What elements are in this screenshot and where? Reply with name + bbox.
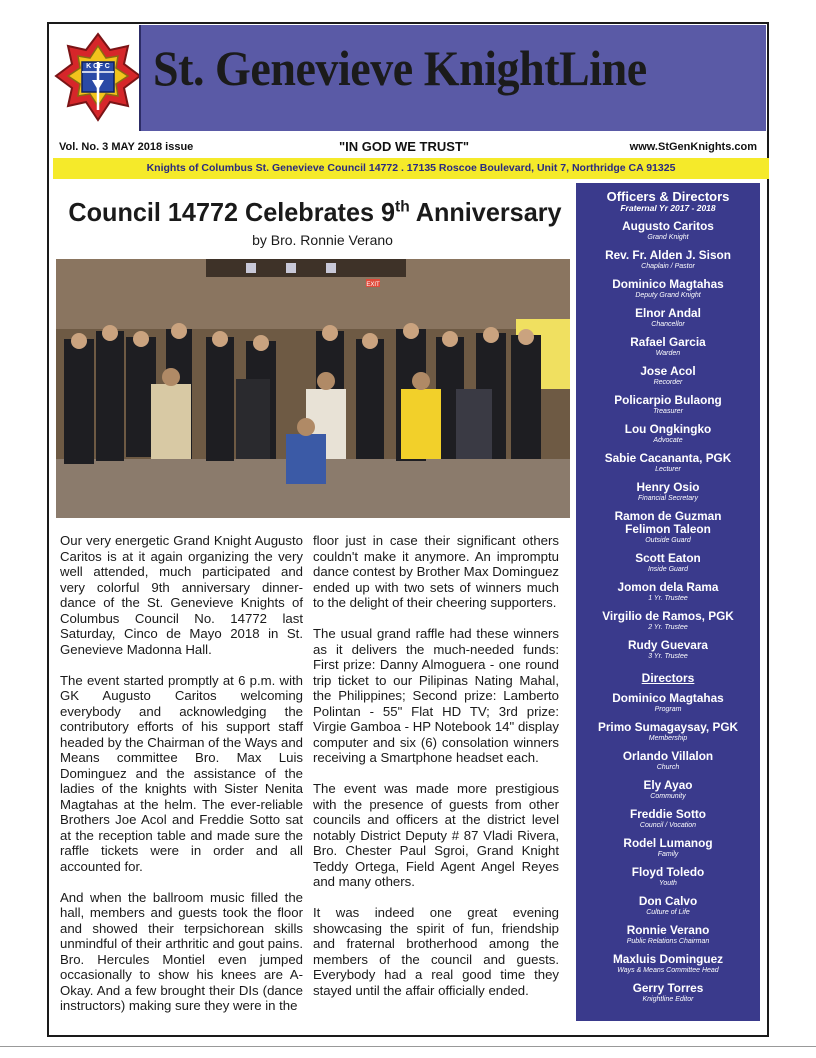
- member-role: 2 Yr. Trustee: [648, 624, 688, 631]
- masthead: [49, 24, 767, 133]
- headline-tail: Anniversary: [409, 197, 562, 227]
- website-link[interactable]: www.StGenKnights.com: [629, 141, 757, 153]
- member-name: Policarpio Bulaong: [614, 393, 722, 407]
- article-paragraph: floor just in case their significant others couldn't make it anymore. An impromptu dance contest by Brother Max Dominguez ended up with two sets of winners much to the delight of their cheering supporters.: [313, 533, 559, 610]
- sidebar-entry: [576, 394, 760, 416]
- member-name: Dominico Magtahas: [612, 277, 724, 291]
- member-role: Public Relations Chairman: [626, 938, 710, 945]
- member-role: Lecturer: [655, 466, 681, 473]
- member-name: Primo Sumagaysay, PGK: [597, 720, 739, 734]
- issue-number: Vol. No. 3 MAY 2018 issue: [59, 141, 194, 153]
- directors-list: [576, 692, 760, 1004]
- sidebar-entry: [576, 692, 760, 714]
- member-role: Advocate: [653, 437, 683, 444]
- sidebar-entry: [576, 779, 760, 801]
- council-address-bar: Knights of Columbus St. Genevieve Council 14772 . 17135 Roscoe Boulevard, Unit 7, Northridge CA 91325: [53, 158, 769, 179]
- member-role: Family: [657, 851, 679, 858]
- member-name: Henry Osio: [636, 480, 700, 494]
- member-role: Program: [654, 706, 682, 713]
- member-name: Rev. Fr. Alden J. Sison: [605, 248, 731, 262]
- member-role: Recorder: [653, 379, 683, 386]
- sidebar-entry: [576, 220, 760, 242]
- byline: by Bro. Ronnie Verano: [252, 232, 393, 248]
- title-banner: [139, 25, 766, 131]
- member-name: Scott Eaton: [635, 551, 701, 565]
- member-role: Treasurer: [653, 408, 683, 415]
- member-role: Outside Guard: [645, 537, 691, 544]
- article-paragraph: And when the ballroom music filled the hall, members and guests took the floor and showed their terpsichorean skills unmindful of their arthritic and gout pains. Bro. Hercules Montiel even jumped occasionally to show his knees are A-Okay. And a few brought their DIs (dance instructors) making sure they were in the: [60, 889, 303, 1013]
- sidebar-entry: [576, 365, 760, 387]
- newsletter-title: St. Genevieve KnightLine: [153, 40, 647, 96]
- sidebar-entry: [576, 581, 760, 603]
- sidebar-entry: [576, 750, 760, 772]
- sidebar-entry: [576, 307, 760, 329]
- member-name: Rafael Garcia: [630, 335, 706, 349]
- article-paragraph: It was indeed one great evening showcasing the spirit of fun, friendship and fraternal brotherhood among the members of the council and guests. Everybody had a real good time they stayed until the affair officially ended.: [313, 905, 559, 998]
- sidebar-entry: [576, 639, 760, 661]
- member-name: Orlando Villalon: [622, 749, 714, 763]
- sidebar-entry: [576, 924, 760, 946]
- member-role: Culture of Life: [646, 909, 690, 916]
- member-name: Ely Ayao: [643, 778, 693, 792]
- sidebar-entry: [576, 610, 760, 632]
- article-column-right: [313, 533, 559, 1014]
- group-photo: [56, 259, 570, 518]
- knights-of-columbus-emblem-icon: [54, 32, 142, 128]
- sidebar-entry: [576, 249, 760, 271]
- headline-superscript: th: [395, 198, 410, 216]
- sidebar-entry: [576, 336, 760, 358]
- sidebar-heading: Officers & Directors: [606, 189, 730, 204]
- member-role: Membership: [648, 735, 688, 742]
- sidebar-entry: [576, 953, 760, 975]
- photo-exit-sign: EXIT: [366, 282, 380, 288]
- member-name: Elnor Andal: [635, 306, 701, 320]
- member-name: Lou Ongkingko: [624, 422, 712, 436]
- member-role: Inside Guard: [647, 566, 689, 573]
- article-paragraph: The event was made more prestigious with the presence of guests from other councils and officers at the district level notably District Deputy # 87 Vladi Rivera, Bro. Chester Paul Sgroi, Grand Knight Teddy Ortega, Field Agent Angel Reyes and many others.: [313, 781, 559, 889]
- sidebar-entry: [576, 510, 760, 545]
- member-role: Chaplain / Pastor: [641, 263, 695, 270]
- article-paragraph: The usual grand raffle had these winners as it delivers the much-needed funds: First prize: Danny Almoguera - one round trip ticket to our Pilipinas Nating Mahal, the Philippines; Second prize: Lamberto Polintan - 55" Flat HD TV; 3rd prize: Virgie Gamboa - HP Notebook 14" display computer and six (6) consolation winners receiving a Smartphone headset each.: [313, 626, 559, 765]
- member-name: Rodel Lumanog: [623, 836, 713, 850]
- directors-heading: Directors: [641, 671, 695, 685]
- member-name: Virgilio de Ramos, PGK: [602, 609, 734, 623]
- sidebar-entry: [576, 895, 760, 917]
- member-name: Maxluis Dominguez: [612, 952, 724, 966]
- member-role: Youth: [659, 880, 677, 887]
- member-role: 3 Yr. Trustee: [648, 653, 688, 660]
- member-name: Floyd Toledo: [631, 865, 705, 879]
- member-role: Ways & Means Committee Head: [617, 967, 719, 974]
- officers-list: [576, 220, 760, 661]
- motto: "IN GOD WE TRUST": [339, 139, 470, 154]
- member-role: Warden: [655, 350, 681, 357]
- sidebar-entry: [576, 866, 760, 888]
- member-name: Dominico Magtahas: [612, 691, 724, 705]
- member-role: 1 Yr. Trustee: [648, 595, 688, 602]
- article-paragraph: The event started promptly at 6 p.m. with GK Augusto Caritos welcoming everybody and acknowledging the contributory efforts of his support staff headed by the Chairman of the Ways and Means committee Bro. Max Luis Dominguez and the assistance of the ladies of the knights with Sister Nenita Magtahas at the helm. The ever-reliable Brothers Joe Acol and Freddie Sotto sat at the reception table and made sure the raffle tickets were in order and all accounted for.: [60, 672, 303, 874]
- sidebar-entry: [576, 982, 760, 1004]
- sidebar-entry: [576, 837, 760, 859]
- member-role: Church: [656, 764, 680, 771]
- sidebar-subheading: Fraternal Yr 2017 - 2018: [620, 203, 716, 213]
- member-name: Rudy Guevara: [628, 638, 708, 652]
- sidebar-entry: [576, 481, 760, 503]
- sidebar-entry: [576, 423, 760, 445]
- member-role: Community: [650, 793, 686, 800]
- member-name: Ramon de Guzman Felimon Taleon: [614, 509, 722, 536]
- member-role: Chancellor: [651, 321, 685, 328]
- sidebar-entry: [576, 721, 760, 743]
- sidebar-entry: [576, 808, 760, 830]
- member-name: Gerry Torres: [632, 981, 704, 995]
- member-role: Deputy Grand Knight: [635, 292, 701, 299]
- page-bottom-line: [0, 1046, 816, 1047]
- article-column-left: [60, 533, 303, 1029]
- article-paragraph: Our very energetic Grand Knight Augusto Caritos is at it again organizing the very well attended, much participated and very colorful 9th anniversary dinner-dance of the St. Genevieve Knights of Columbus Council No. 14772 last Saturday, Cinco de Mayo 2018 in St. Genevieve Madonna Hall.: [60, 533, 303, 657]
- sidebar-entry: [576, 278, 760, 300]
- sidebar-entry: [576, 452, 760, 474]
- officers-sidebar: [576, 183, 760, 1021]
- member-name: Augusto Caritos: [622, 219, 714, 233]
- article-headline: [68, 197, 563, 228]
- member-role: Financial Secretary: [638, 495, 698, 502]
- member-name: Sabie Cacananta, PGK: [604, 451, 732, 465]
- member-role: Knightline Editor: [642, 996, 694, 1003]
- member-role: Council / Vocation: [639, 822, 697, 829]
- member-name: Jose Acol: [640, 364, 696, 378]
- member-name: Don Calvo: [638, 894, 698, 908]
- sidebar-entry: [576, 552, 760, 574]
- headline-main: Council 14772 Celebrates 9: [68, 197, 396, 227]
- member-name: Freddie Sotto: [629, 807, 707, 821]
- member-name: Jomon dela Rama: [617, 580, 719, 594]
- member-role: Grand Knight: [647, 234, 689, 241]
- member-name: Ronnie Verano: [626, 923, 710, 937]
- logo-lettering: K OF C: [86, 63, 110, 70]
- issue-bar: [49, 138, 767, 155]
